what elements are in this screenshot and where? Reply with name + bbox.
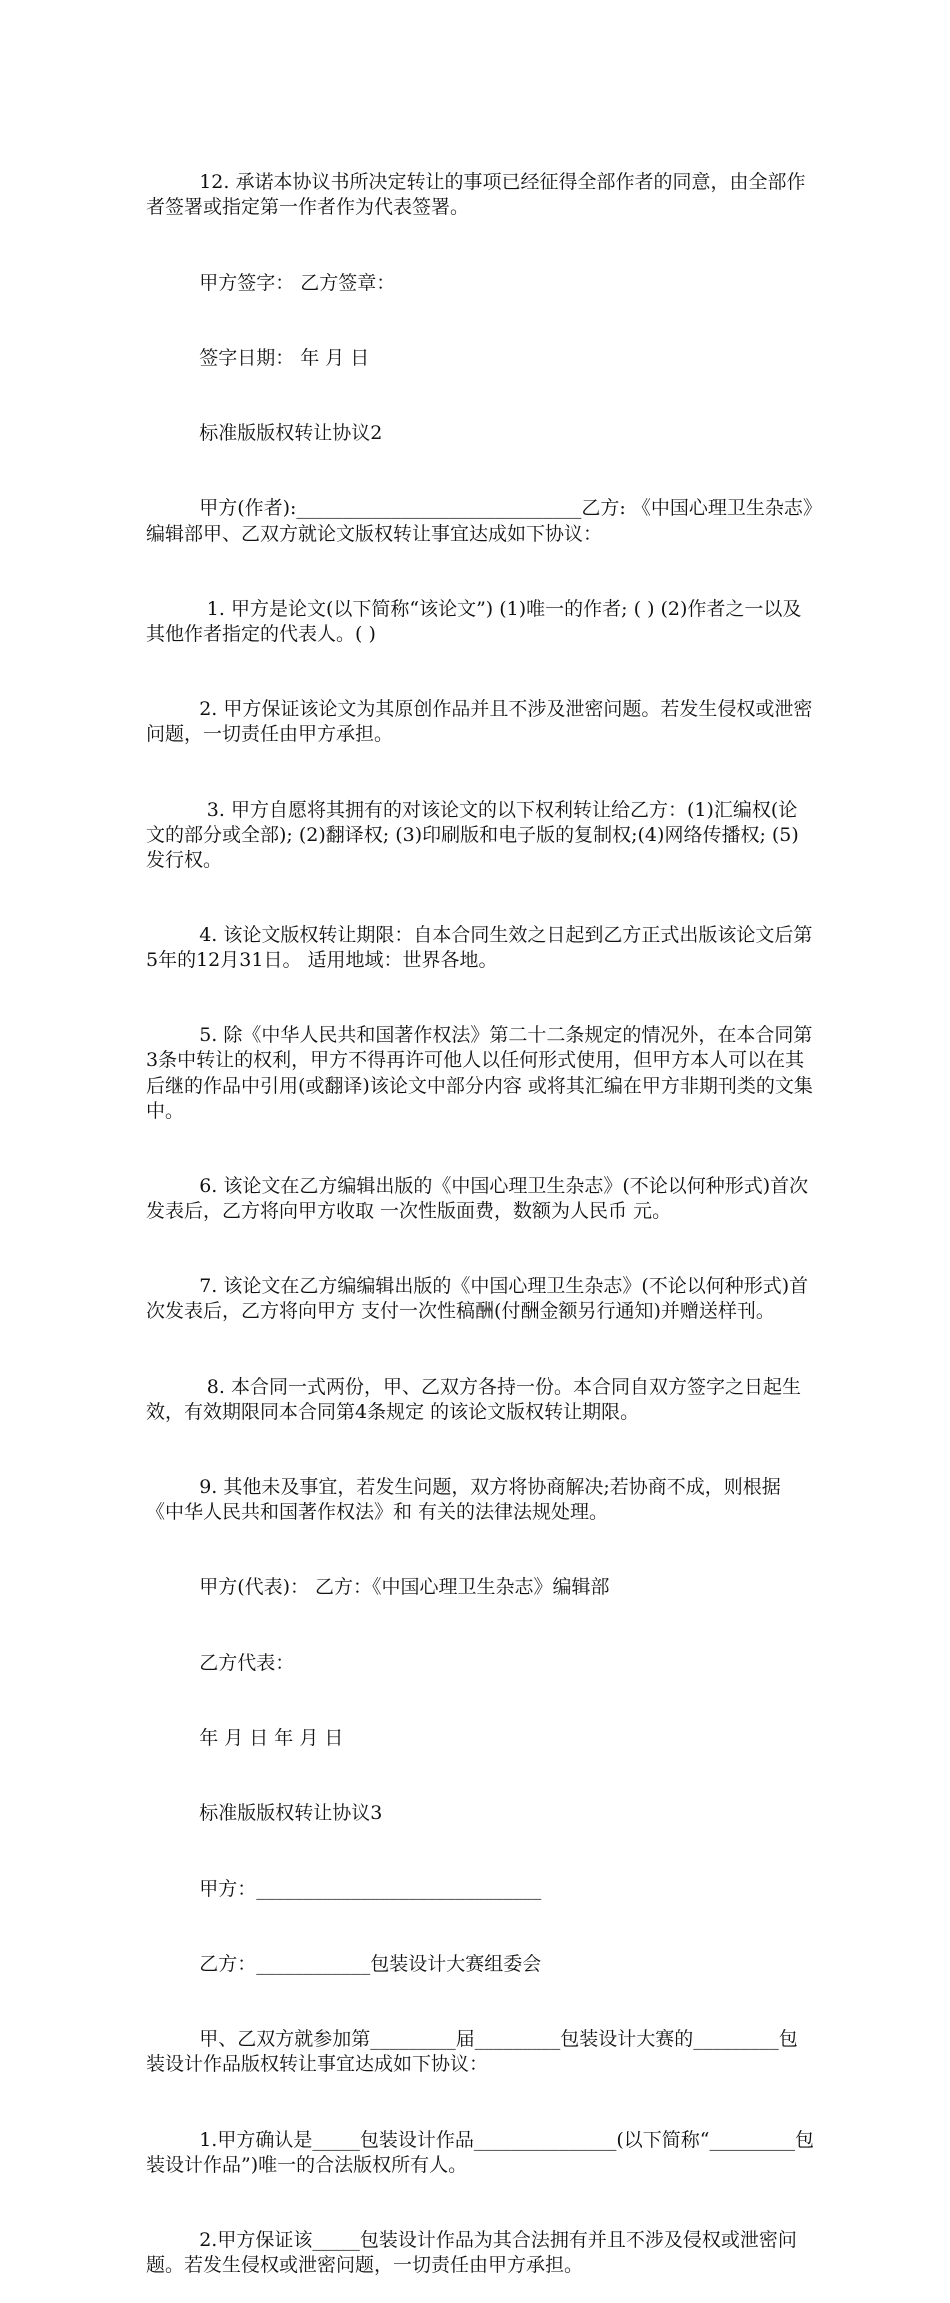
clause-8: 8. 本合同一式两份，甲、乙双方各持一份。本合同自双方签字之日起生效，有效期限同本合同第4条规定 的该论文版权转让期限。 — [146, 1375, 801, 1423]
clause-1-section-3: 1.甲方确认是_____包装设计作品_______________(以下简称“_________包装设计作品”)唯一的合法版权所有人。 — [146, 2128, 814, 2176]
clause-2-section-3: 2.甲方保证该_____包装设计作品为其合法拥有并且不涉及侵权或泄密问题。若发生侵权或泄密问题，一切责任由甲方承担。 — [146, 2228, 797, 2276]
clause-7: 7. 该论文在乙方编编辑出版的《中国心理卫生杂志》(不论以何种形式)首次发表后，乙方将向甲方 支付一次性稿酬(付酬金额另行通知)并赠送样刊。 — [146, 1275, 809, 1323]
clause-12: 12. 承诺本协议书所决定转让的事项已经征得全部作者的同意，由全部作者签署或指定第一作者作为代表签署。 — [146, 171, 806, 219]
clause-6: 6. 该论文在乙方编辑出版的《中国心理卫生杂志》(不论以何种形式)首次发表后，乙方将向甲方收取 一次性版面费，数额为人民币 元。 — [146, 1174, 809, 1223]
agreement-intro: 甲、乙双方就参加第_________届_________包装设计大赛的_________包装设计作品版权转让事宜达成如下协议： — [146, 2028, 798, 2076]
section-heading-3: 标准版版权转让协议3 — [199, 1802, 383, 1825]
parties-intro: 甲方(作者):______________________________乙方: 《中国心理卫生杂志》编辑部甲、乙双方就论文版权转让事宜达成如下协议： — [146, 497, 813, 545]
document-body — [146, 120, 814, 2303]
clause-1: 1. 甲方是论文(以下简称“该论文”) (1)唯一的作者; ( ) (2)作者之一以及其他作者指定的代表人。( ) — [146, 597, 802, 645]
signature-line: 甲方签字： 乙方签章： — [199, 271, 396, 294]
clause-2: 2. 甲方保证该论文为其原创作品并且不涉及泄密问题。若发生侵权或泄密问题，一切责任由甲方承担。 — [146, 698, 813, 746]
party-a-line: 甲方：______________________________ — [199, 1877, 542, 1900]
section-heading-2: 标准版版权转让协议2 — [199, 422, 383, 445]
clause-4: 4. 该论文版权转让期限：自本合同生效之日起到乙方正式出版该论文后第5年的12月31日。 适用地域：世界各地。 — [146, 924, 813, 972]
party-representatives: 甲方(代表)： 乙方：《中国心理卫生杂志》编辑部 — [199, 1576, 610, 1599]
clause-9: 9. 其他未及事宜，若发生问题，双方将协商解决;若协商不成，则根据《中华人民共和国著作权法》和 有关的法律法规处理。 — [146, 1476, 781, 1524]
party-b-line: 乙方：____________包装设计大赛组委会 — [199, 1952, 542, 1975]
party-b-representative: 乙方代表： — [199, 1651, 295, 1674]
clause-3: 3. 甲方自愿将其拥有的对该论文的以下权利转让给乙方：(1)汇编权(论文的部分或全部); (2)翻译权; (3)印刷版和电子版的复制权;(4)网络传播权; (5)发行权。 — [146, 798, 799, 871]
signature-date: 签字日期： 年 月 日 — [199, 346, 370, 369]
clause-5: 5. 除《中华人民共和国著作权法》第二十二条规定的情况外，在本合同第3条中转让的权利，甲方不得再许可他人以任何形式使用，但甲方本人可以在其后继的作品中引用(或翻译)该论文中部分内容 或将其汇编在甲方非期刊类的文集中。 — [146, 1024, 813, 1122]
dates-line: 年 月 日 年 月 日 — [199, 1727, 344, 1749]
